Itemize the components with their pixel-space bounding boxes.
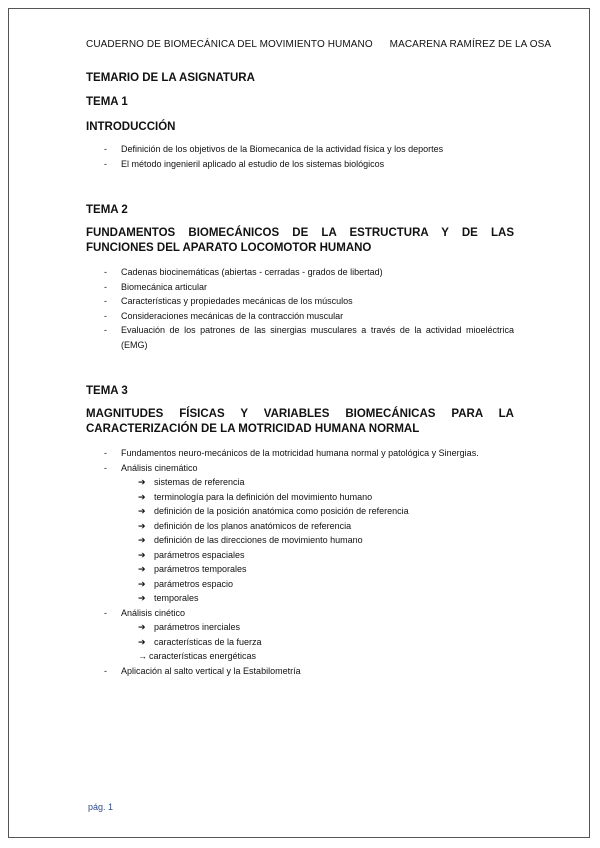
cinetico-sublist	[121, 620, 514, 664]
list-item: - Aplicación al salto vertical y la Estabilometría	[104, 665, 301, 676]
syllabus-title: TEMARIO DE LA ASIGNATURA	[86, 72, 255, 84]
sub-item: ➔ sistemas de referencia	[121, 475, 514, 490]
arrow-icon: ➔	[138, 622, 146, 632]
arrow-icon: ➔	[138, 535, 146, 545]
list-item: - Fundamentos neuro-mecánicos de la motricidad humana normal y patológica y Sinergias.	[104, 448, 479, 458]
arrow-icon: ➔	[138, 491, 146, 502]
sub-item: → características energéticas	[121, 649, 514, 664]
tema3-list	[104, 446, 514, 678]
arrow-icon: ➔	[138, 506, 146, 516]
arrow-icon: →	[138, 651, 147, 661]
sub-item: ➔ parámetros temporales	[121, 562, 514, 577]
sub-item: ➔ parámetros inerciales	[121, 620, 514, 635]
list-item: - Análisis cinemático ➔ sistemas de referencia ➔ terminología para la definición del movimiento humano ➔ definición de la posición anatómica como posición de referencia ➔ definición de los planos anatómicos de referencia ➔ definición de las direcciones de movimiento humano ➔ parámetros espaciales ➔ parámetros temporales ➔ parámetros espacio ➔ temporales	[104, 461, 514, 606]
list-item: - Cadenas biocinemáticas (abiertas - cerradas - grados de libertad)	[104, 267, 383, 277]
sub-item: ➔ parámetros espacio	[121, 577, 514, 592]
arrow-icon: ➔	[138, 578, 146, 589]
tema2-title: FUNDAMENTOS BIOMECÁNICOS DE LA ESTRUCTURA Y DE LAS FUNCIONES DEL APARATO LOCOMOTOR HUMANO	[86, 227, 514, 254]
arrow-icon: ➔	[138, 549, 146, 560]
tema1-list	[104, 142, 514, 171]
list-item: - Definición de los objetivos de la Biomecanica de la actividad física y los deportes	[104, 144, 444, 154]
header-author: MACARENA RAMÍREZ DE LA OSA	[389, 39, 552, 50]
sub-item: ➔ definición de los planos anatómicos de referencia	[121, 519, 514, 534]
sub-item: ➔ temporales	[121, 591, 514, 606]
list-item: - Consideraciones mecánicas de la contracción muscular	[104, 310, 344, 321]
list-item: - Evaluación de los patrones de las sinergias musculares a través de la actividad mioeléctrica (EMG)	[104, 325, 514, 350]
tema1-label: TEMA 1	[86, 96, 128, 108]
list-item: - Biomecánica articular	[104, 281, 208, 292]
page-number: pág. 1	[88, 802, 114, 812]
header-course: CUADERNO DE BIOMECÁNICA DEL MOVIMIENTO HUMANO	[86, 39, 373, 50]
arrow-icon: ➔	[138, 564, 146, 574]
sub-item: ➔ parámetros espaciales	[121, 548, 514, 563]
tema1-title: INTRODUCCIÓN	[86, 121, 176, 133]
arrow-icon: ➔	[138, 593, 146, 603]
list-item: - Análisis cinético ➔ parámetros inerciales ➔ características de la fuerza → características energéticas	[104, 606, 514, 664]
sub-item: ➔ terminología para la definición del movimiento humano	[121, 490, 514, 505]
tema2-label: TEMA 2	[86, 204, 128, 216]
sub-item: ➔ características de la fuerza	[121, 635, 514, 650]
tema3-title: MAGNITUDES FÍSICAS Y VARIABLES BIOMECÁNICAS PARA LA CARACTERIZACIÓN DE LA MOTRICIDAD HUMANA NORMAL	[86, 408, 514, 435]
cinematico-sublist	[121, 475, 514, 606]
arrow-icon: ➔	[138, 520, 146, 531]
arrow-icon: ➔	[138, 636, 146, 647]
sub-item: ➔ definición de la posición anatómica como posición de referencia	[121, 504, 514, 519]
tema3-label: TEMA 3	[86, 385, 128, 397]
page-header	[86, 39, 551, 50]
sub-item: ➔ definición de las direcciones de movimiento humano	[121, 533, 514, 548]
list-item: - Características y propiedades mecánicas de los músculos	[104, 296, 353, 306]
tema2-list	[104, 265, 514, 352]
arrow-icon: ➔	[138, 477, 146, 487]
list-item: - El método ingenieril aplicado al estudio de los sistemas biológicos	[104, 158, 385, 169]
